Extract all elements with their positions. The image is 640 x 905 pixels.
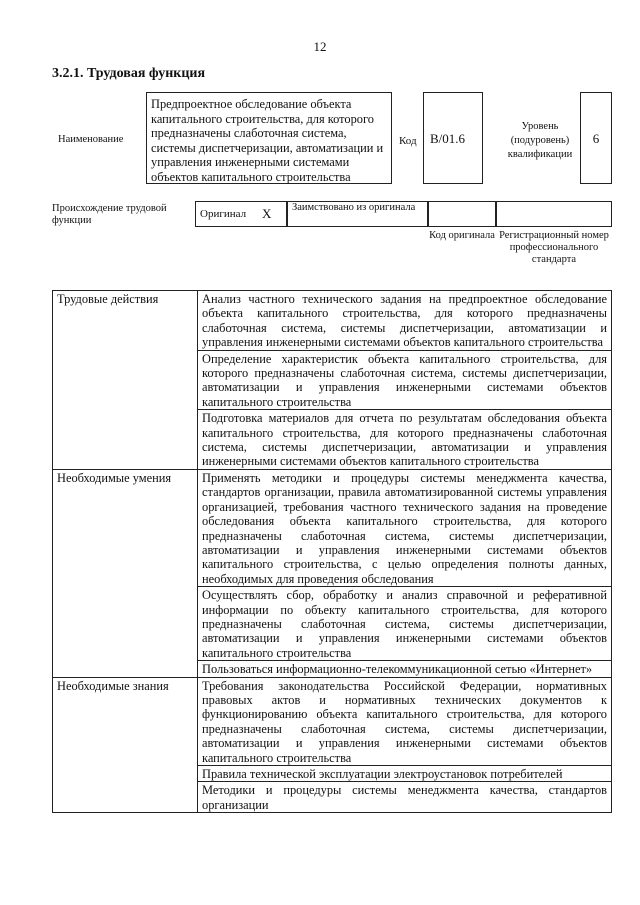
table-row	[53, 677, 612, 765]
level-label: Уровень (подуровень) квалификации	[507, 121, 573, 160]
borrowed-label: Заимствовано из оригинала	[292, 202, 416, 213]
code-original-label: Код оригинала	[429, 230, 495, 241]
original-label: Оригинал	[200, 208, 247, 220]
table-row	[53, 291, 612, 351]
code-value: B/01.6	[423, 92, 483, 184]
item-cell: Методики и процедуры системы менеджмента качества, стандартов организации	[198, 782, 612, 813]
item-cell: Применять методики и процедуры системы менеджмента качества, стандартов организации, правила автоматизированной системы управления организацией, требования частного технического задания на проведение обследования объекта капитального строительства, для которого предназначены слаботочная система, системы диспетчеризации, автоматизации и управления инженерными системами объектов капитального строительства, с целью определения полноты данных, необходимых для проведения обследования	[198, 469, 612, 586]
reg-number-label: Регистрационный номер профессионального стандарта	[499, 230, 609, 265]
function-name-box: Предпроектное обследование объекта капитального строительства, для которого предназначены слаботочная система, системы диспетчеризации, автоматизации и управления инженерными системами объектов капитального строительства	[146, 92, 392, 184]
code-original-cell	[428, 201, 496, 227]
reg-number-cell	[496, 201, 612, 227]
category-cell: Трудовые действия	[53, 291, 198, 470]
origin-label: Происхождение трудовой функции	[52, 203, 167, 226]
category-cell: Необходимые знания	[53, 677, 198, 813]
name-label: Наименование	[58, 134, 124, 145]
item-cell: Анализ частного технического задания на предпроектное обследование объекта капитального строительства, для которого предназначены слаботочная система, системы диспетчеризации, автоматизации и управления инженерными системами объектов капитального строительства	[198, 291, 612, 351]
item-cell: Осуществлять сбор, обработку и анализ справочной и реферативной информации по объекту капитального строительства, для которого предназначены слаботочная система, системы диспетчеризации, автоматизации и управления инженерными системами объектов капитального строительства	[198, 587, 612, 661]
page-number: 12	[313, 39, 327, 54]
item-cell: Пользоваться информационно-телекоммуникационной сетью «Интернет»	[198, 661, 612, 677]
function-table	[52, 290, 612, 813]
table-row	[53, 469, 612, 586]
category-cell: Необходимые умения	[53, 469, 198, 677]
item-cell: Правила технической эксплуатации электроустановок потребителей	[198, 766, 612, 782]
item-cell: Требования законодательства Российской Федерации, нормативных правовых актов и нормативных технических документов к функционированию объекта капитального строительства, для которого предназначены слаботочная система, системы диспетчеризации, автоматизации и управления инженерными системами объектов капитального строительства	[198, 677, 612, 765]
original-mark: X	[262, 206, 272, 221]
code-label: Код	[399, 135, 417, 147]
item-cell: Подготовка материалов для отчета по результатам обследования объекта капитального строительства, для которого предназначены слаботочная система, системы диспетчеризации, автоматизации и управления инженерными системами объектов капитального строительства	[198, 410, 612, 470]
section-title: 3.2.1. Трудовая функция	[52, 66, 206, 81]
item-cell: Определение характеристик объекта капитального строительства, для которого предназначены слаботочная система, системы диспетчеризации, автоматизации и управления инженерными системами объектов капитального строительства	[198, 350, 612, 410]
level-value: 6	[580, 92, 612, 184]
